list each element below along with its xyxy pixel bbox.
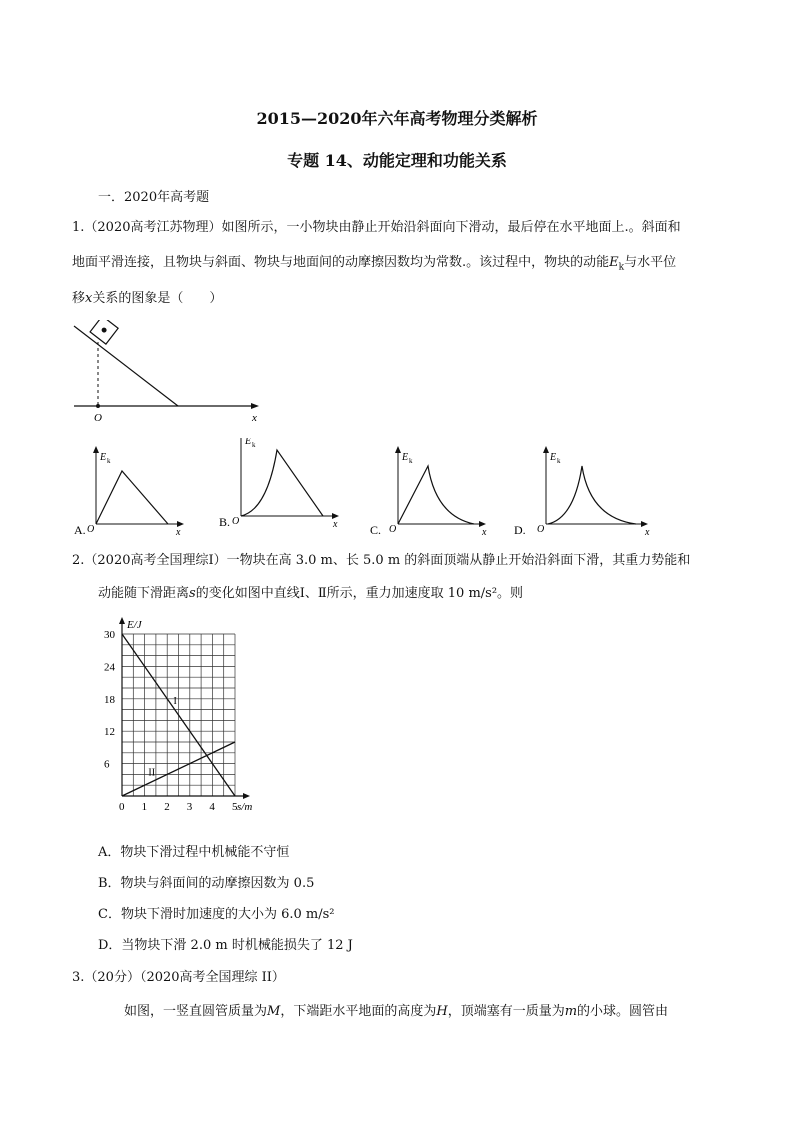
energy-chart	[92, 616, 282, 826]
svg-text:x: x	[482, 527, 487, 538]
chart-axes	[119, 617, 250, 799]
q2-option-d[interactable]: D．当物块下滑 2.0 m 时机械能损失了 12 J	[98, 938, 353, 953]
axis-arrow-icon	[251, 403, 259, 409]
svg-text:O: O	[232, 516, 240, 527]
x-axis-label: s/m	[237, 801, 253, 813]
x-tick-label: 3	[186, 801, 193, 813]
graph-a-label: A.	[74, 523, 86, 537]
y-tick-label: 6	[104, 758, 110, 771]
y-tick-label: 18	[104, 693, 115, 706]
graph-c	[370, 446, 487, 538]
y-axis-label: E/J	[127, 619, 142, 631]
svg-text:k: k	[557, 457, 561, 465]
block-icon	[90, 320, 118, 344]
q2-option-a[interactable]: A．物块下滑过程中机械能不守恒	[98, 845, 290, 860]
y-axis-arrow-icon	[119, 617, 125, 624]
q3-text-line1: 3.（20分）（2020高考全国理综 II）	[72, 970, 285, 985]
incline-line	[74, 326, 178, 406]
q2-text-line1: 2.（2020高考全国理综Ⅰ）一物块在高 3.0 m、长 5.0 m 的斜面顶端从静止开始沿斜面下滑，其重力势能和	[72, 553, 691, 568]
svg-text:k: k	[252, 441, 256, 449]
x-tick-label: 0	[119, 801, 125, 813]
svg-text:C.: C.	[370, 523, 382, 537]
incline-figure	[70, 320, 270, 430]
q1-text-line2: 地面平滑连接，且物块与斜面、物块与地面间的动摩擦因数均为常数.。该过程中，物块的动能$E_k$与水平位	[72, 255, 677, 273]
svg-text:O: O	[389, 524, 397, 535]
svg-text:x: x	[645, 527, 650, 538]
svg-text:E: E	[550, 452, 557, 463]
svg-text:x: x	[333, 519, 338, 530]
origin-label: O	[94, 412, 102, 424]
x-tick-label: 4	[209, 801, 215, 813]
svg-text:E: E	[100, 452, 107, 463]
y-tick-label: 12	[104, 726, 115, 739]
q1-text-line3: 移x关系的图象是（ ）	[72, 291, 223, 306]
svg-text:B.: B.	[219, 515, 231, 529]
x-tick-label: 5	[232, 801, 238, 813]
q3-text-line2: 如图，一竖直圆管质量为M，下端距水平地面的高度为H，顶端塞有一质量为m的小球。圆管由	[124, 1004, 669, 1019]
q1-option-graphs	[70, 438, 670, 538]
svg-text:O: O	[537, 524, 545, 535]
svg-text:E: E	[245, 438, 252, 447]
svg-text:O: O	[87, 524, 95, 535]
x-axis-arrow-icon	[243, 793, 250, 799]
x-tick-label: 2	[164, 801, 170, 813]
q1-text-line1: 1.（2020高考江苏物理）如图所示，一小物块由静止开始沿斜面向下滑动，最后停在水平地面上.。斜面和	[72, 220, 681, 235]
x-tick-label: 1	[141, 801, 148, 813]
svg-text:E: E	[402, 452, 409, 463]
graph-a	[74, 446, 184, 538]
y-tick-label: 24	[104, 661, 115, 674]
series-label-I: I	[173, 696, 177, 708]
q2-text-line2: 动能随下滑距离s的变化如图中直线Ⅰ、Ⅱ所示，重力加速度取 10 m/s²。则	[98, 586, 524, 601]
document-subtitle: 专题 14、动能定理和功能关系	[287, 151, 507, 170]
series-label-II: II	[148, 767, 156, 779]
svg-text:k: k	[107, 457, 111, 465]
q2-option-b[interactable]: B．物块与斜面间的动摩擦因数为 0.5	[98, 876, 315, 891]
svg-text:D.: D.	[514, 523, 526, 537]
document-title: 2015—2020年六年高考物理分类解析	[256, 109, 538, 128]
y-tick-label: 30	[104, 629, 115, 641]
axis-label: x	[252, 412, 257, 424]
svg-text:k: k	[409, 457, 413, 465]
graph-d	[514, 446, 650, 538]
graph-b	[219, 438, 339, 530]
q2-option-c[interactable]: C．物块下滑时加速度的大小为 6.0 m/s²	[98, 907, 335, 922]
svg-text:x: x	[176, 527, 181, 538]
section-heading: 一．2020年高考题	[98, 190, 210, 205]
